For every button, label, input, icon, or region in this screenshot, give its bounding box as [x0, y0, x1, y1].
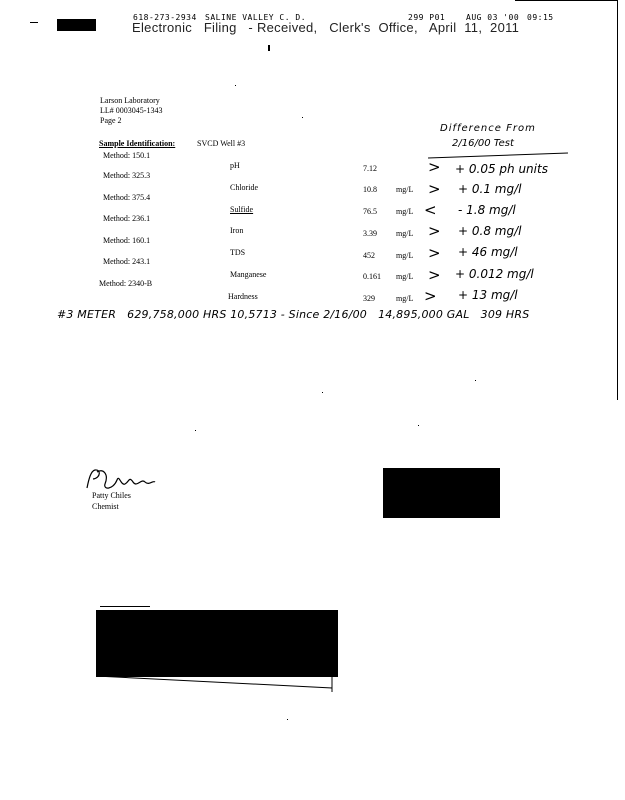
result-param: pH	[230, 161, 240, 170]
meter-note: #3 METER 629,758,000 HRS 10,5713 - Since 2/16/00 14,895,000 GAL 309 HRS	[57, 308, 530, 321]
lab-id: LL# 0003045-1343	[100, 106, 163, 115]
result-diff: + 0.8 mg/l	[458, 224, 522, 238]
result-sign: <	[424, 201, 437, 219]
scan-edge-line-top	[515, 0, 617, 1]
method-item: Method: 160.1	[103, 236, 151, 245]
scan-speck	[475, 380, 476, 381]
result-unit: mg/L	[396, 229, 414, 238]
result-sign: >	[428, 266, 441, 284]
result-value: 0.161	[363, 272, 381, 281]
sample-id-label: Sample Identification:	[99, 139, 176, 148]
result-unit: mg/L	[396, 251, 414, 260]
result-diff: + 0.1 mg/l	[458, 182, 522, 196]
scan-speck	[235, 85, 236, 86]
scan-speck	[195, 430, 196, 431]
method-item: Method: 375.4	[103, 193, 151, 202]
redaction-box-right	[383, 468, 500, 518]
result-diff: - 1.8 mg/l	[458, 203, 516, 217]
result-param: TDS	[230, 248, 246, 257]
signature-scrawl	[83, 466, 158, 494]
redaction-top-left	[57, 19, 96, 31]
sample-id-value: SVCD Well #3	[197, 139, 246, 148]
result-value: 329	[363, 294, 375, 303]
fax-date: AUG 03 '00	[466, 13, 520, 22]
scan-speck	[322, 392, 323, 393]
fax-phone: 618-273-2934	[133, 13, 197, 22]
result-diff: + 13 mg/l	[458, 288, 518, 302]
result-unit: mg/L	[396, 272, 414, 281]
result-sign: >	[428, 222, 441, 240]
scan-speck	[302, 117, 303, 118]
result-param: Chloride	[230, 183, 258, 192]
method-item: Method: 325.3	[103, 171, 151, 180]
lab-name: Larson Laboratory	[100, 96, 160, 105]
result-sign: >	[424, 287, 437, 305]
result-unit: mg/L	[396, 207, 414, 216]
annotation-header-line1: Difference From	[440, 123, 536, 134]
signatory-name: Patty Chiles	[92, 491, 131, 500]
method-item: Method: 243.1	[103, 257, 151, 266]
result-sign: >	[428, 158, 441, 176]
result-value: 3.39	[363, 229, 377, 238]
filing-stamp: Electronic Filing - Received, Clerk's Office, April 11, 2011	[132, 20, 520, 35]
result-value: 76.5	[363, 207, 377, 216]
scan-speck	[268, 45, 270, 51]
fax-pages: 299 P01	[408, 13, 446, 22]
scan-mark	[30, 22, 38, 23]
result-param: Sulfide	[230, 205, 254, 214]
signatory-title: Chemist	[92, 502, 119, 511]
result-value: 452	[363, 251, 375, 260]
scan-speck	[418, 425, 419, 426]
result-unit: mg/L	[396, 185, 414, 194]
method-item: Method: 150.1	[103, 151, 151, 160]
result-value: 7.12	[363, 164, 377, 173]
method-item: Method: 236.1	[103, 214, 151, 223]
result-sign: >	[428, 180, 441, 198]
fax-time: 09:15	[527, 13, 554, 22]
result-diff: + 0.012 mg/l	[455, 267, 534, 281]
result-diff: + 0.05 ph units	[455, 162, 548, 176]
result-unit: mg/L	[396, 294, 414, 303]
annotation-underline	[428, 153, 568, 159]
result-value: 10.8	[363, 185, 377, 194]
result-sign: >	[428, 244, 441, 262]
scan-speck	[287, 719, 288, 720]
method-item: Method: 2340-B	[99, 279, 153, 288]
scan-edge-line	[617, 0, 618, 400]
fax-sender: SALINE VALLEY C. D.	[205, 13, 307, 22]
redaction-box-bottom	[96, 610, 338, 677]
result-param: Iron	[230, 226, 244, 235]
result-diff: + 46 mg/l	[458, 245, 518, 259]
lab-page: Page 2	[100, 116, 122, 125]
redaction-stub-lines	[96, 672, 342, 694]
annotation-header-line2: 2/16/00 Test	[452, 138, 514, 149]
result-param: Manganese	[230, 270, 267, 279]
result-param: Hardness	[228, 292, 258, 301]
